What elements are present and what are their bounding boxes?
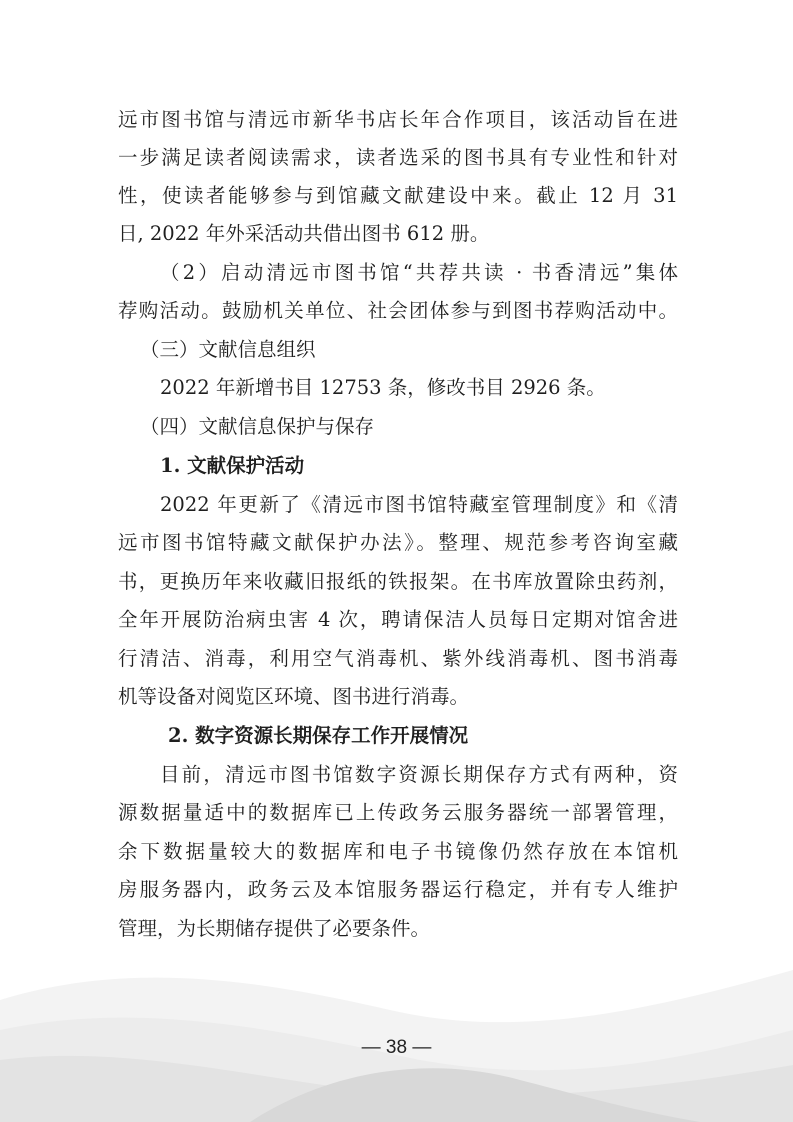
paragraph-line: 目前，清远市图书馆数字资源长期保存方式有两种，资 — [160, 763, 678, 786]
paragraph-line: 荐购活动。鼓励机关单位、社会团体参与到图书荐购活动中。 — [118, 299, 678, 322]
page-number: — 38 — — [361, 1037, 432, 1058]
paragraph-line: 远市图书馆与清远市新华书店长年合作项目，该活动旨在进 — [118, 108, 678, 131]
paragraph-line: 性，使读者能够参与到馆藏文献建设中来。截止 12 月 31 — [118, 184, 678, 207]
paragraph-line: 全年开展防治病虫害 4 次，聘请保洁人员每日定期对馆舍进 — [118, 608, 678, 631]
subsection-heading-1: 1. 文献保护活动 — [160, 454, 305, 477]
paragraph-line: 日, 2022 年外采活动共借出图书 612 册。 — [118, 222, 490, 245]
subsection-heading-2: 2. 数字资源长期保存工作开展情况 — [168, 724, 469, 747]
paragraph-line: 源数据量适中的数据库已上传政务云服务器统一部署管理， — [118, 801, 678, 824]
paragraph-line: 余下数据量较大的数据库和电子书镜像仍然存放在本馆机 — [118, 840, 678, 863]
paragraph-line: 房服务器内，政务云及本馆服务器运行稳定，并有专人维护 — [118, 878, 678, 901]
paragraph-line: 远市图书馆特藏文献保护办法》。整理、规范参考咨询室藏 — [118, 531, 678, 554]
section-heading-4: （四）文献信息保护与保存 — [140, 415, 375, 438]
paragraph-line: 2022 年新增书目 12753 条，修改书目 2926 条。 — [160, 376, 606, 399]
paragraph-line: 管理，为长期储存提供了必要条件。 — [118, 917, 431, 940]
paragraph-line: 2022 年更新了《清远市图书馆特藏室管理制度》和《清 — [160, 493, 678, 516]
paragraph-line: 机等设备对阅览区环境、图书进行消毒。 — [118, 685, 470, 708]
section-heading-3: （三）文献信息组织 — [140, 338, 316, 361]
paragraph-line: 行清洁、消毒，利用空气消毒机、紫外线消毒机、图书消毒 — [118, 647, 678, 670]
paragraph-line: （2）启动清远市图书馆“共荐共读 · 书香清远”集体 — [160, 261, 678, 284]
paragraph-line: 书，更换历年来收藏旧报纸的铁报架。在书库放置除虫药剂， — [118, 570, 678, 593]
paragraph-line: 一步满足读者阅读需求，读者选采的图书具有专业性和针对 — [118, 146, 678, 169]
